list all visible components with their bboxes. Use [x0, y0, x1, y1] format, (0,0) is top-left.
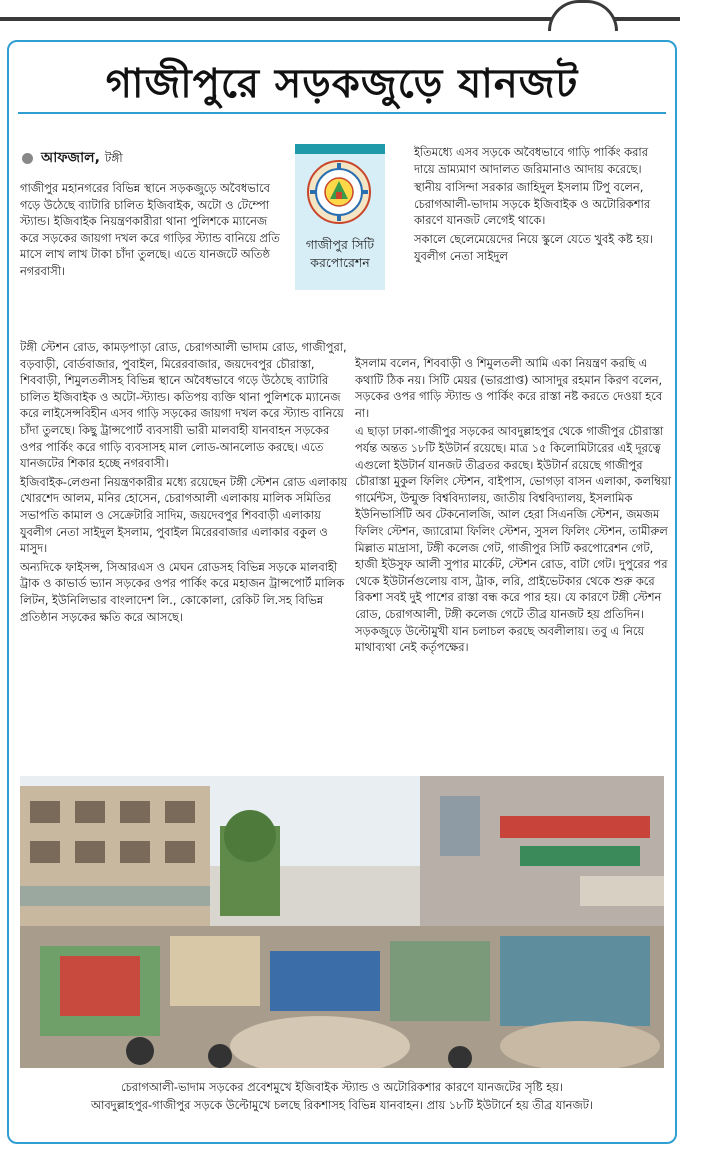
paragraph-6: স্থানীয় বাসিন্দা সরকার জাহিদুল ইসলাম টিপু বলেন, চেরাগআলী-ভাদাম সড়কে ইজিবাইক ও অটোরিকশার কারণে যানজট লেগেই থাকে।	[414, 180, 651, 228]
city-corporation-seal-icon	[306, 159, 372, 225]
top-rule	[0, 12, 714, 26]
paragraph-8: এ ছাড়া ঢাকা-গাজীপুর সড়কের আবদুল্লাহপুর থেকে গাজীপুর চৌরাস্তা পর্যন্ত অন্তত ১৮টি ইউটার্ন রয়েছে। মাত্র ১৫ কিলোমিটারের এই দূরত্বে এগুলো ইউটার্ন যানজট তীব্রতর করছে। ইউটার্ন রয়েছে গাজীপুর চৌরাস্তা মুকুল ফিলিং স্টেশন, বাইপাস, ভোগড়া বাসন এলাকা, কলম্বিয়া গার্মেন্টস, উন্মুক্ত বিশ্ববিদ্যালয়, জাতীয় বিশ্ববিদ্যালয়, ইসলামিক ইউনিভার্সিটি অব টেকনোলজি, আল হেরা সিএনজি স্টেশন, জমজম ফিলিং স্টেশন, জ্যারোমা ফিলিং স্টেশন, সুসল ফিলিং স্টেশন, তামীরুল মিল্লাত মাদ্রাসা, টঙ্গী কলেজ গেট, গাজীপুর সিটি করপোরেশন গেট, হাজী ইউসুফ আলী সুপার মার্কেট, স্টেশন রোড, বাটা গেট। দুপুরের পর থেকে ইউটার্নগুলোয় বাস, ট্রাক, লরি, প্রাইভেটকার থেকে শুরু করে রিকশা সবই দুই পাশের রাস্তা বন্ধ করে পার হয়। যে কারণে টঙ্গী স্টেশন রোড, চেরাগআলী, টঙ্গী কলেজ গেটে তীব্র যানজট হয় প্রতিদিন। সড়কজুড়ে উল্টোমুখী যান চলাচল করছে অবলীলায়। তবু এ নিয়ে মাথাব্যথা নেই কর্তৃপক্ষের।	[355, 424, 672, 655]
headline-rule	[18, 112, 666, 114]
logo-bar	[295, 144, 385, 154]
byline	[22, 146, 123, 170]
byline-bullet-icon	[22, 153, 33, 164]
traffic-jam-photo-illustration	[20, 776, 664, 1068]
column-1-top	[20, 180, 288, 282]
paragraph-4: অন্যদিকে ফাইসন্স, সিআরএস ও মেঘন রোডসহ বিভিন্ন সড়কে মালবাহী ট্রাক ও কাভার্ড ভ্যান সড়কের ওপর পার্কিং করে মহাজন ট্রান্সপোর্ট মালিক লিটন, ইউনিলিভার বাংলাদেশ লি., কোকোলা, রেকিট লি.সহ বিভিন্ন প্রতিষ্ঠান সড়কের ক্ষতি করে আসছে।	[20, 559, 345, 624]
column-2-top	[414, 144, 669, 266]
byline-name: আফজাল,	[41, 150, 100, 166]
caption-line-2: আবদুল্লাহপুর-গাজীপুর সড়কে উল্টোমুখে চলছে রিকশাসহ বিভিন্ন যানবাহন। প্রায় ১৮টি ইউটার্নে হয় তীব্র যানজট।	[91, 1098, 593, 1112]
street-photo	[20, 776, 664, 1068]
headline: গাজীপুরে সড়কজুড়ে যানজট	[105, 60, 579, 107]
paragraph-5: ইতিমধ্যে এসব সড়কে অবৈধভাবে গাড়ি পার্কিং করার দায়ে ভ্রাম্যমাণ আদালত জরিমানাও আদায় করেছে।	[414, 145, 648, 176]
paragraph-7a: সকালে ছেলেমেয়েদের নিয়ে স্কুলে যেতে খুবই কষ্ট হয়। যুবলীগ নেতা সাইদুল	[414, 231, 654, 263]
photo-caption	[20, 1078, 664, 1114]
caption-line-1: চেরাগআলী-ভাদাম সড়কের প্রবেশমুখে ইজিবাইক স্ট্যান্ড ও অটোরিকশার কারণে যানজটের সৃষ্টি হয়।	[121, 1080, 563, 1094]
logo-caption: গাজীপুর সিটি করপোরেশন	[305, 237, 375, 270]
top-rule-tab	[548, 0, 618, 31]
byline-location: টঙ্গী	[104, 151, 123, 165]
paragraph-1: গাজীপুর মহানগরের বিভিন্ন স্থানে সড়কজুড়ে অবৈধভাবে গড়ে উঠেছে ব্যাটারি চালিত ইজিবাইক, অটো ও টেম্পো স্ট্যান্ড। ইজিবাইক নিয়ন্ত্রণকারীরা থানা পুলিশকে ম্যানেজ করে সড়কের জায়গা দখল করে গাড়ির স্ট্যান্ড বানিয়ে প্রতি মাসে লাখ লাখ টাকা চাঁদা তুলছে। এতে যানজটে অতিষ্ঠ নগরবাসী।	[20, 181, 280, 278]
paragraph-7b: ইসলাম বলেন, শিববাড়ী ও শিমুলতলী আমি একা নিয়ন্ত্রণ করছি এ কথাটি ঠিক নয়। সিটি মেয়র (ভারপ্রাপ্ত) আসাদুর রহমান কিরণ বলেন, সড়কের ওপর গাড়ি স্ট্যান্ড ও পার্কিং করে রাস্তা নষ্ট করতে দেওয়া হবে না।	[355, 356, 663, 420]
column-1	[20, 339, 350, 627]
column-2	[355, 355, 671, 658]
logo-box	[295, 144, 385, 290]
paragraph-2: টঙ্গী স্টেশন রোড, কামড়পাড়া রোড, চেরাগআলী ভাদাম রোড, গাজীপুরা, বড়বাড়ী, বোর্ডবাজার, পুবাইল, মিরেরবাজার, জয়দেবপুর চৌরাস্তা, শিববাড়ী, শিমুলতলীসহ বিভিন্ন স্থানে অবৈধভাবে গড়ে উঠেছে ব্যাটারি চালিত ইজিবাইক ও অটো-স্ট্যান্ড। কতিপয় ব্যক্তি থানা পুলিশকে ম্যানেজ করে লাইসেন্সবিহীন এসব গাড়ি সড়কের জায়গা দখল করে স্ট্যান্ড বানিয়ে চাঁদা তুলছে। কিছু ট্রান্সপোর্ট ব্যবসায়ী ভারী মালবাহী যানবাহন সড়কের ওপর পার্কিং করে গাড়ি ব্যবসাসহ মাল লোড-আনলোড করছে। এতে যানজটের শিকার হচ্ছে নগরবাসী।	[20, 340, 347, 471]
paragraph-3: ইজিবাইক-লেগুনা নিয়ন্ত্রণকারীর মধ্যে রয়েছেন টঙ্গী স্টেশন রোড এলাকায় খোরশেদ আলম, মনির হোসেন, চেরাগআলী এলাকায় মালিক সমিতির সভাপতি কামাল ও সেক্রেটারি সাদিম, জয়দেবপুর শিববাড়ী এলাকায় যুবলীগ নেতা সাইদুল ইসলাম, পুবাইল মিরেরবাজার এলাকার বকুল ও মাসুদ।	[20, 474, 348, 556]
